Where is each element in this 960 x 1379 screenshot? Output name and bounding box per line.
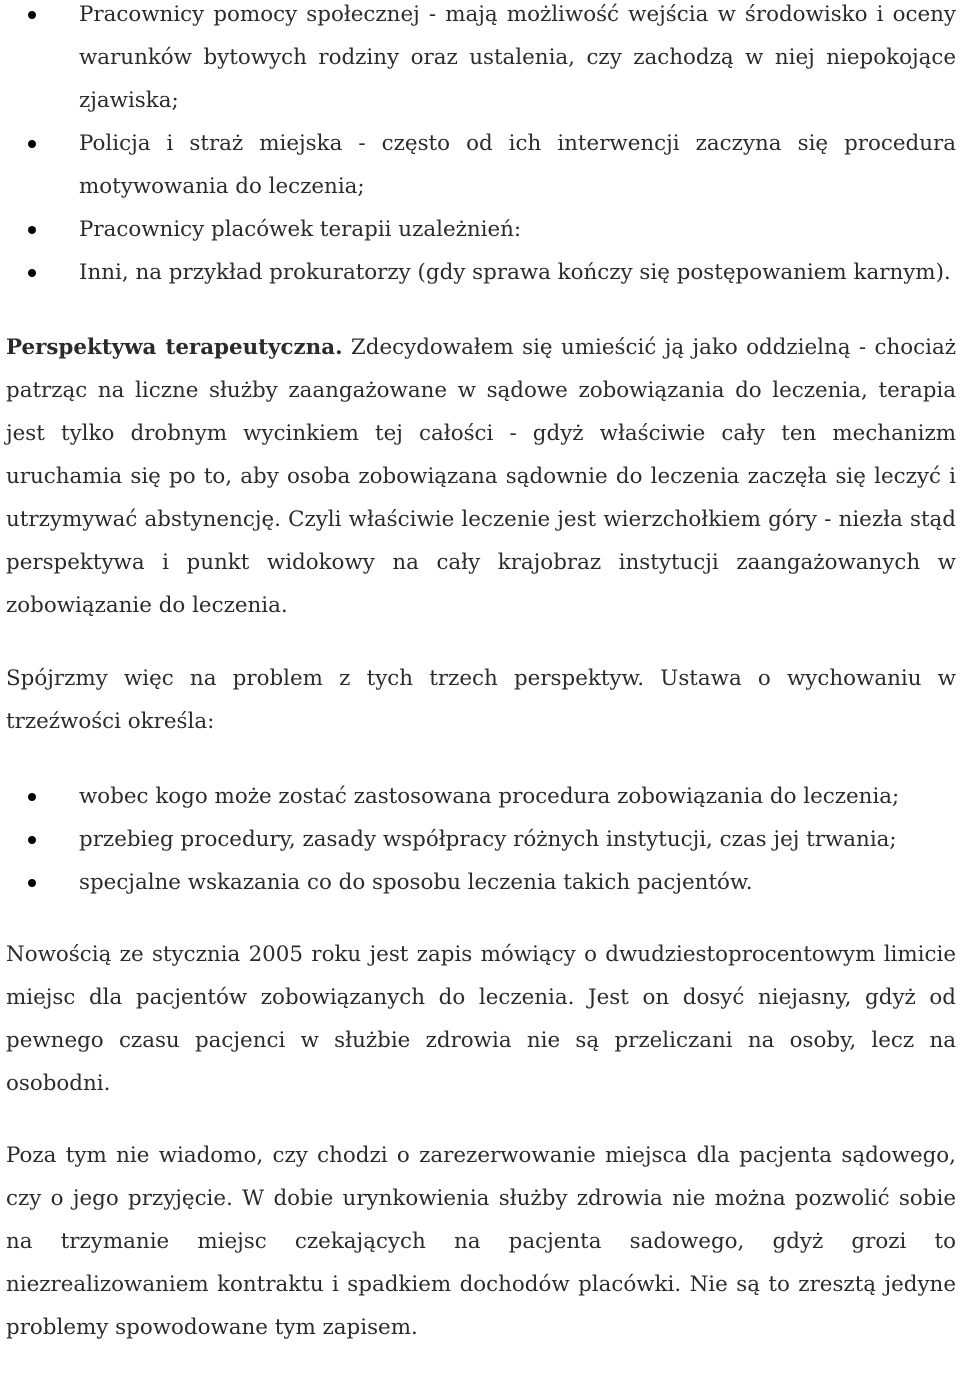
list-item (6, 0, 956, 122)
bullet-icon (28, 140, 36, 148)
list-item-text: specjalne wskazania co do sposobu leczenia takich pacjentów. (79, 870, 753, 895)
law-provisions-list (6, 775, 956, 904)
novelty-paragraph: Nowością ze stycznia 2005 roku jest zapis mówiący o dwudziestoprocentowym limicie miejsc dla pacjentów zobowiązanych do leczenia. Jest on dosyć niejasny, gdyż od pewnego czasu pacjenci w służbie zdrowia nie są przeliczani na osoby, lecz na osobodni. (6, 942, 956, 1096)
list-item (6, 122, 956, 208)
list-item (6, 208, 956, 251)
list-item (6, 775, 956, 818)
bullet-icon (28, 836, 36, 844)
bullet-icon (28, 269, 36, 277)
perspective-text: Zdecydowałem się umieścić ją jako oddzielną - chociaż patrząc na liczne służby zaangażowane w sądowe zobowiązania do leczenia, terapia jest tylko drobnym wycinkiem tej całości - gdyż właściwie cały ten mechanizm uruchamia się po to, aby osoba zobowiązana sądownie do leczenia zaczęła się leczyć i utrzymywać abstynencję. Czyli właściwie leczenie jest wierzchołkiem góry - niezła stąd perspektywa i punkt widokowy na cały krajobraz instytucji zaangażowanych w zobowiązanie do leczenia. (6, 335, 956, 618)
perspective-paragraph (6, 326, 956, 627)
bullet-icon (28, 226, 36, 234)
list-item-text: Pracownicy pomocy społecznej - mają możliwość wejścia w środowisko i oceny warunków bytowych rodziny oraz ustalenia, czy zachodzą w niej niepokojące zjawiska; (79, 2, 956, 113)
list-item (6, 818, 956, 861)
bullet-icon (28, 11, 36, 19)
bullet-icon (28, 879, 36, 887)
reservation-paragraph: Poza tym nie wiadomo, czy chodzi o zarezerwowanie miejsca dla pacjenta sądowego, czy o jego przyjęcie. W dobie urynkowienia służby zdrowia nie można pozwolić sobie na trzymanie miejsc czekających na pacjenta sadowego, gdyż grozi to niezrealizowaniem kontraktu i spadkiem dochodów placówki. Nie są to zresztą jedyne problemy spowodowane tym zapisem. (6, 1143, 956, 1340)
institutions-list (6, 0, 956, 294)
list-item-text: przebieg procedury, zasady współpracy różnych instytucji, czas jej trwania; (79, 827, 897, 852)
list-item-text: Inni, na przykład prokuratorzy (gdy sprawa kończy się postępowaniem karnym). (79, 260, 951, 285)
list-item-text: Policja i straż miejska - często od ich interwencji zaczyna się procedura motywowania do leczenia; (79, 131, 956, 199)
perspectives-intro-paragraph: Spójrzmy więc na problem z tych trzech perspektyw. Ustawa o wychowaniu w trzeźwości określa: (6, 666, 956, 734)
list-item (6, 251, 956, 294)
bullet-icon (28, 793, 36, 801)
list-item (6, 861, 956, 904)
document-body (6, 0, 956, 1349)
list-item-text: Pracownicy placówek terapii uzależnień: (79, 217, 522, 242)
list-item-text: wobec kogo może zostać zastosowana procedura zobowiązania do leczenia; (79, 784, 900, 809)
perspective-heading: Perspektywa terapeutyczna. (6, 335, 343, 360)
